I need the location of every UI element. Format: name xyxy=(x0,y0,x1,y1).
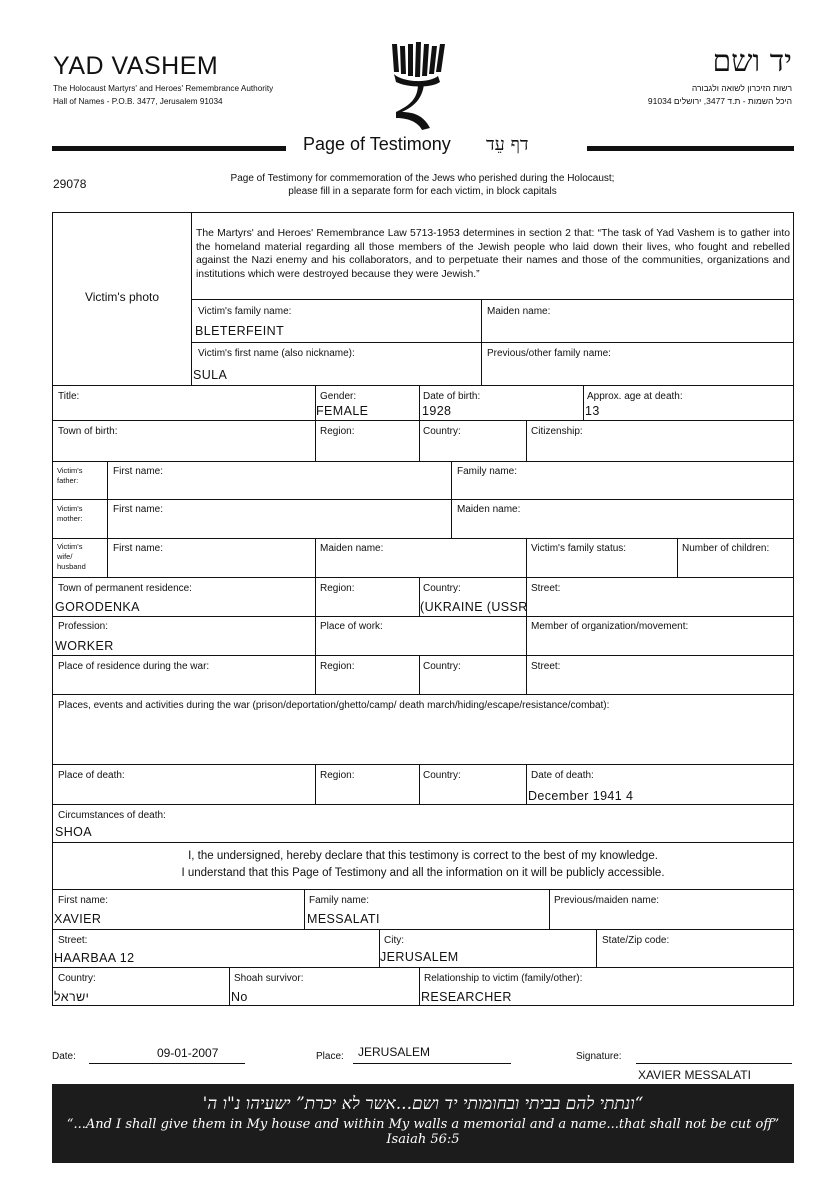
maiden-name-label: Maiden name: xyxy=(487,306,551,317)
divider xyxy=(583,385,584,420)
town-birth-label: Town of birth: xyxy=(58,426,118,437)
divider xyxy=(304,889,305,929)
declaration-text xyxy=(53,848,793,882)
hebrew-subtitle-line2: היכל השמות - ת.ד 3477, ירושלים 91034 xyxy=(647,96,792,106)
divider xyxy=(53,538,793,539)
menorah-logo-icon xyxy=(388,42,446,132)
divider xyxy=(53,889,793,890)
divider xyxy=(53,764,793,765)
submitter-street-label: Street: xyxy=(58,935,88,946)
first-name-label: Victim's first name (also nickname): xyxy=(198,348,355,359)
death-place-label: Place of death: xyxy=(58,770,125,781)
war-region-label: Region: xyxy=(320,661,355,672)
submitter-zip-label: State/Zip code: xyxy=(602,935,670,946)
divider xyxy=(53,967,793,968)
divider xyxy=(107,461,108,577)
children-label: Number of children: xyxy=(682,543,770,554)
mother-label: Victim's mother: xyxy=(57,504,83,523)
divider xyxy=(677,538,678,577)
authority-subtitle: The Holocaust Martyrs' and Heroes' Remembrance Authority xyxy=(53,84,274,93)
circumstances-label: Circumstances of death: xyxy=(58,810,166,821)
organization-label: Member of organization/movement: xyxy=(531,621,689,632)
page-title-hebrew: דף עֵד xyxy=(486,134,529,155)
divider xyxy=(229,967,230,1005)
father-label: Victim's father: xyxy=(57,466,83,485)
submitter-city-label: City: xyxy=(384,935,404,946)
title-label: Title: xyxy=(58,391,80,402)
divider xyxy=(53,385,793,386)
spouse-label: Victim's wife/ husband xyxy=(57,542,86,571)
age-field[interactable]: 13 xyxy=(585,404,600,418)
region-label: Region: xyxy=(320,426,355,437)
hebrew-subtitle xyxy=(648,82,792,108)
date-label: Date: xyxy=(52,1051,76,1062)
banner-hebrew-quote: “ונתתי להם בביתי ובחומותי יד ושם...אשר לא יכרת” ישעיהו נ"ו ה' xyxy=(202,1094,644,1114)
death-region-label: Region: xyxy=(320,770,355,781)
title-rule-left xyxy=(52,146,286,151)
mother-first-name-label: First name: xyxy=(113,504,164,515)
war-events-label: Places, events and activities during the war (prison/deportation/ghetto/camp/ death march/hiding/escape/resistance/combat): xyxy=(58,700,610,711)
gender-field[interactable]: FEMALE xyxy=(316,404,369,418)
signature-label: Signature: xyxy=(576,1051,622,1062)
war-residence-label: Place of residence during the war: xyxy=(58,661,210,672)
divider xyxy=(53,577,793,578)
profession-field[interactable]: WORKER xyxy=(55,639,114,653)
citizenship-label: Citizenship: xyxy=(531,426,583,437)
first-name-field[interactable]: SULA xyxy=(193,368,228,382)
divider xyxy=(53,804,793,805)
divider xyxy=(191,213,192,385)
divider xyxy=(53,616,793,617)
divider xyxy=(315,764,316,804)
submitter-family-name-field[interactable]: MESSALATI xyxy=(307,912,380,926)
submitter-first-name-field[interactable]: XAVIER xyxy=(54,912,102,926)
intro-line2: please fill in a separate form for each victim, in block capitals xyxy=(288,186,557,197)
relationship-field[interactable]: RESEARCHER xyxy=(421,990,512,1004)
divider xyxy=(526,764,527,804)
yad-vashem-brand: YAD VASHEM xyxy=(53,52,219,80)
divider xyxy=(53,499,793,500)
mother-maiden-name-label: Maiden name: xyxy=(457,504,521,515)
signature-line xyxy=(636,1063,792,1064)
country-label: Country: xyxy=(423,426,461,437)
intro-text xyxy=(200,172,645,198)
divider xyxy=(53,655,793,656)
isaiah-quote-banner xyxy=(52,1084,794,1163)
relationship-label: Relationship to victim (family/other): xyxy=(424,973,583,984)
testimony-form xyxy=(52,212,794,1006)
place-label: Place: xyxy=(316,1051,344,1062)
document-number: 29078 xyxy=(53,177,87,191)
residence-field[interactable]: GORODENKA xyxy=(55,600,140,614)
divider xyxy=(419,385,420,461)
title-rule-right xyxy=(587,146,794,151)
divider xyxy=(451,461,452,538)
gender-label: Gender: xyxy=(320,391,357,402)
residence-region-label: Region: xyxy=(320,583,355,594)
hebrew-subtitle-line1: רשות הזיכרון לשואה ולגבורה xyxy=(691,83,792,93)
residence-label: Town of permanent residence: xyxy=(58,583,192,594)
divider xyxy=(419,655,420,694)
circumstances-field[interactable]: SHOA xyxy=(55,825,93,839)
divider xyxy=(526,538,527,694)
divider xyxy=(419,967,420,1005)
divider xyxy=(53,929,793,930)
family-status-label: Victim's family status: xyxy=(531,543,627,554)
dob-label: Date of birth: xyxy=(423,391,481,402)
divider xyxy=(53,694,793,695)
divider xyxy=(419,764,420,804)
family-name-field[interactable]: BLETERFEINT xyxy=(195,324,285,338)
signature-name[interactable]: XAVIER MESSALATI xyxy=(638,1068,751,1082)
submitter-prev-name-label: Previous/maiden name: xyxy=(554,895,660,906)
submitter-family-name-label: Family name: xyxy=(309,895,370,906)
victim-photo-label: Victim's photo xyxy=(84,290,160,304)
place-line xyxy=(353,1063,511,1064)
divider xyxy=(191,342,793,343)
divider xyxy=(549,889,550,929)
dob-field[interactable]: 1928 xyxy=(422,404,452,418)
war-country-label: Country: xyxy=(423,661,461,672)
divider xyxy=(481,299,482,385)
intro-line1: Page of Testimony for commemoration of the Jews who perished during the Holocaust; xyxy=(230,173,615,184)
survivor-label: Shoah survivor: xyxy=(234,973,304,984)
submitter-first-name-label: First name: xyxy=(58,895,109,906)
divider xyxy=(315,538,316,694)
declaration-line1: I, the undersigned, hereby declare that this testimony is correct to the best of my knowledge. xyxy=(188,850,658,862)
divider xyxy=(53,842,793,843)
spouse-first-name-label: First name: xyxy=(113,543,164,554)
date-line xyxy=(89,1063,245,1064)
residence-country-field[interactable]: (UKRAINE (USSR xyxy=(420,600,528,614)
submitter-country-label: Country: xyxy=(58,973,96,984)
residence-country-label: Country: xyxy=(423,583,461,594)
submitter-city-field[interactable]: JERUSALEM xyxy=(380,950,459,964)
hebrew-brand: יד ושם xyxy=(712,44,792,79)
submitter-country-field[interactable]: ישראל xyxy=(54,990,90,1004)
father-first-name-label: First name: xyxy=(113,466,164,477)
submitter-street-field[interactable]: HAARBAA 12 xyxy=(54,951,135,965)
residence-street-label: Street: xyxy=(531,583,561,594)
page-title: Page of Testimony xyxy=(303,134,451,154)
divider xyxy=(596,929,597,967)
prev-family-name-label: Previous/other family name: xyxy=(487,348,611,359)
death-country-label: Country: xyxy=(423,770,461,781)
law-text: The Martyrs' and Heroes' Remembrance Law 5713-1953 determines in section 2 that: “The task of Yad Vashem is to gather into the homeland material regarding all those members of the Jewish people who laid down their lives, who fought and rebelled against the Nazi enemy and his collaborators, and to perpetuate their names and those of the communities, organizations and institutions which were destroyed because they were Jewish.” xyxy=(196,228,790,280)
divider xyxy=(53,420,793,421)
divider xyxy=(191,299,793,300)
address-subtitle: Hall of Names - P.O.B. 3477, Jerusalem 91034 xyxy=(53,97,223,106)
father-family-name-label: Family name: xyxy=(457,466,518,477)
declaration-line2: I understand that this Page of Testimony and all the information on it will be publicly accessible. xyxy=(181,867,665,879)
place-of-work-label: Place of work: xyxy=(320,621,383,632)
divider xyxy=(526,420,527,461)
war-street-label: Street: xyxy=(531,661,561,672)
date-field[interactable]: 09-01-2007 xyxy=(157,1046,219,1060)
divider xyxy=(315,385,316,461)
banner-english-quote: “...And I shall give them in My house and within My walls a memorial and a name...that shall not be cut off” Isaiah 56:5 xyxy=(66,1117,780,1147)
profession-label: Profession: xyxy=(58,621,109,632)
survivor-field[interactable]: No xyxy=(231,990,248,1004)
place-field[interactable]: JERUSALEM xyxy=(358,1045,431,1059)
death-date-label: Date of death: xyxy=(531,770,594,781)
age-label: Approx. age at death: xyxy=(587,391,683,402)
spouse-maiden-name-label: Maiden name: xyxy=(320,543,384,554)
death-date-field[interactable]: December 1941 4 xyxy=(528,789,634,803)
family-name-label: Victim's family name: xyxy=(198,306,292,317)
divider xyxy=(53,461,793,462)
